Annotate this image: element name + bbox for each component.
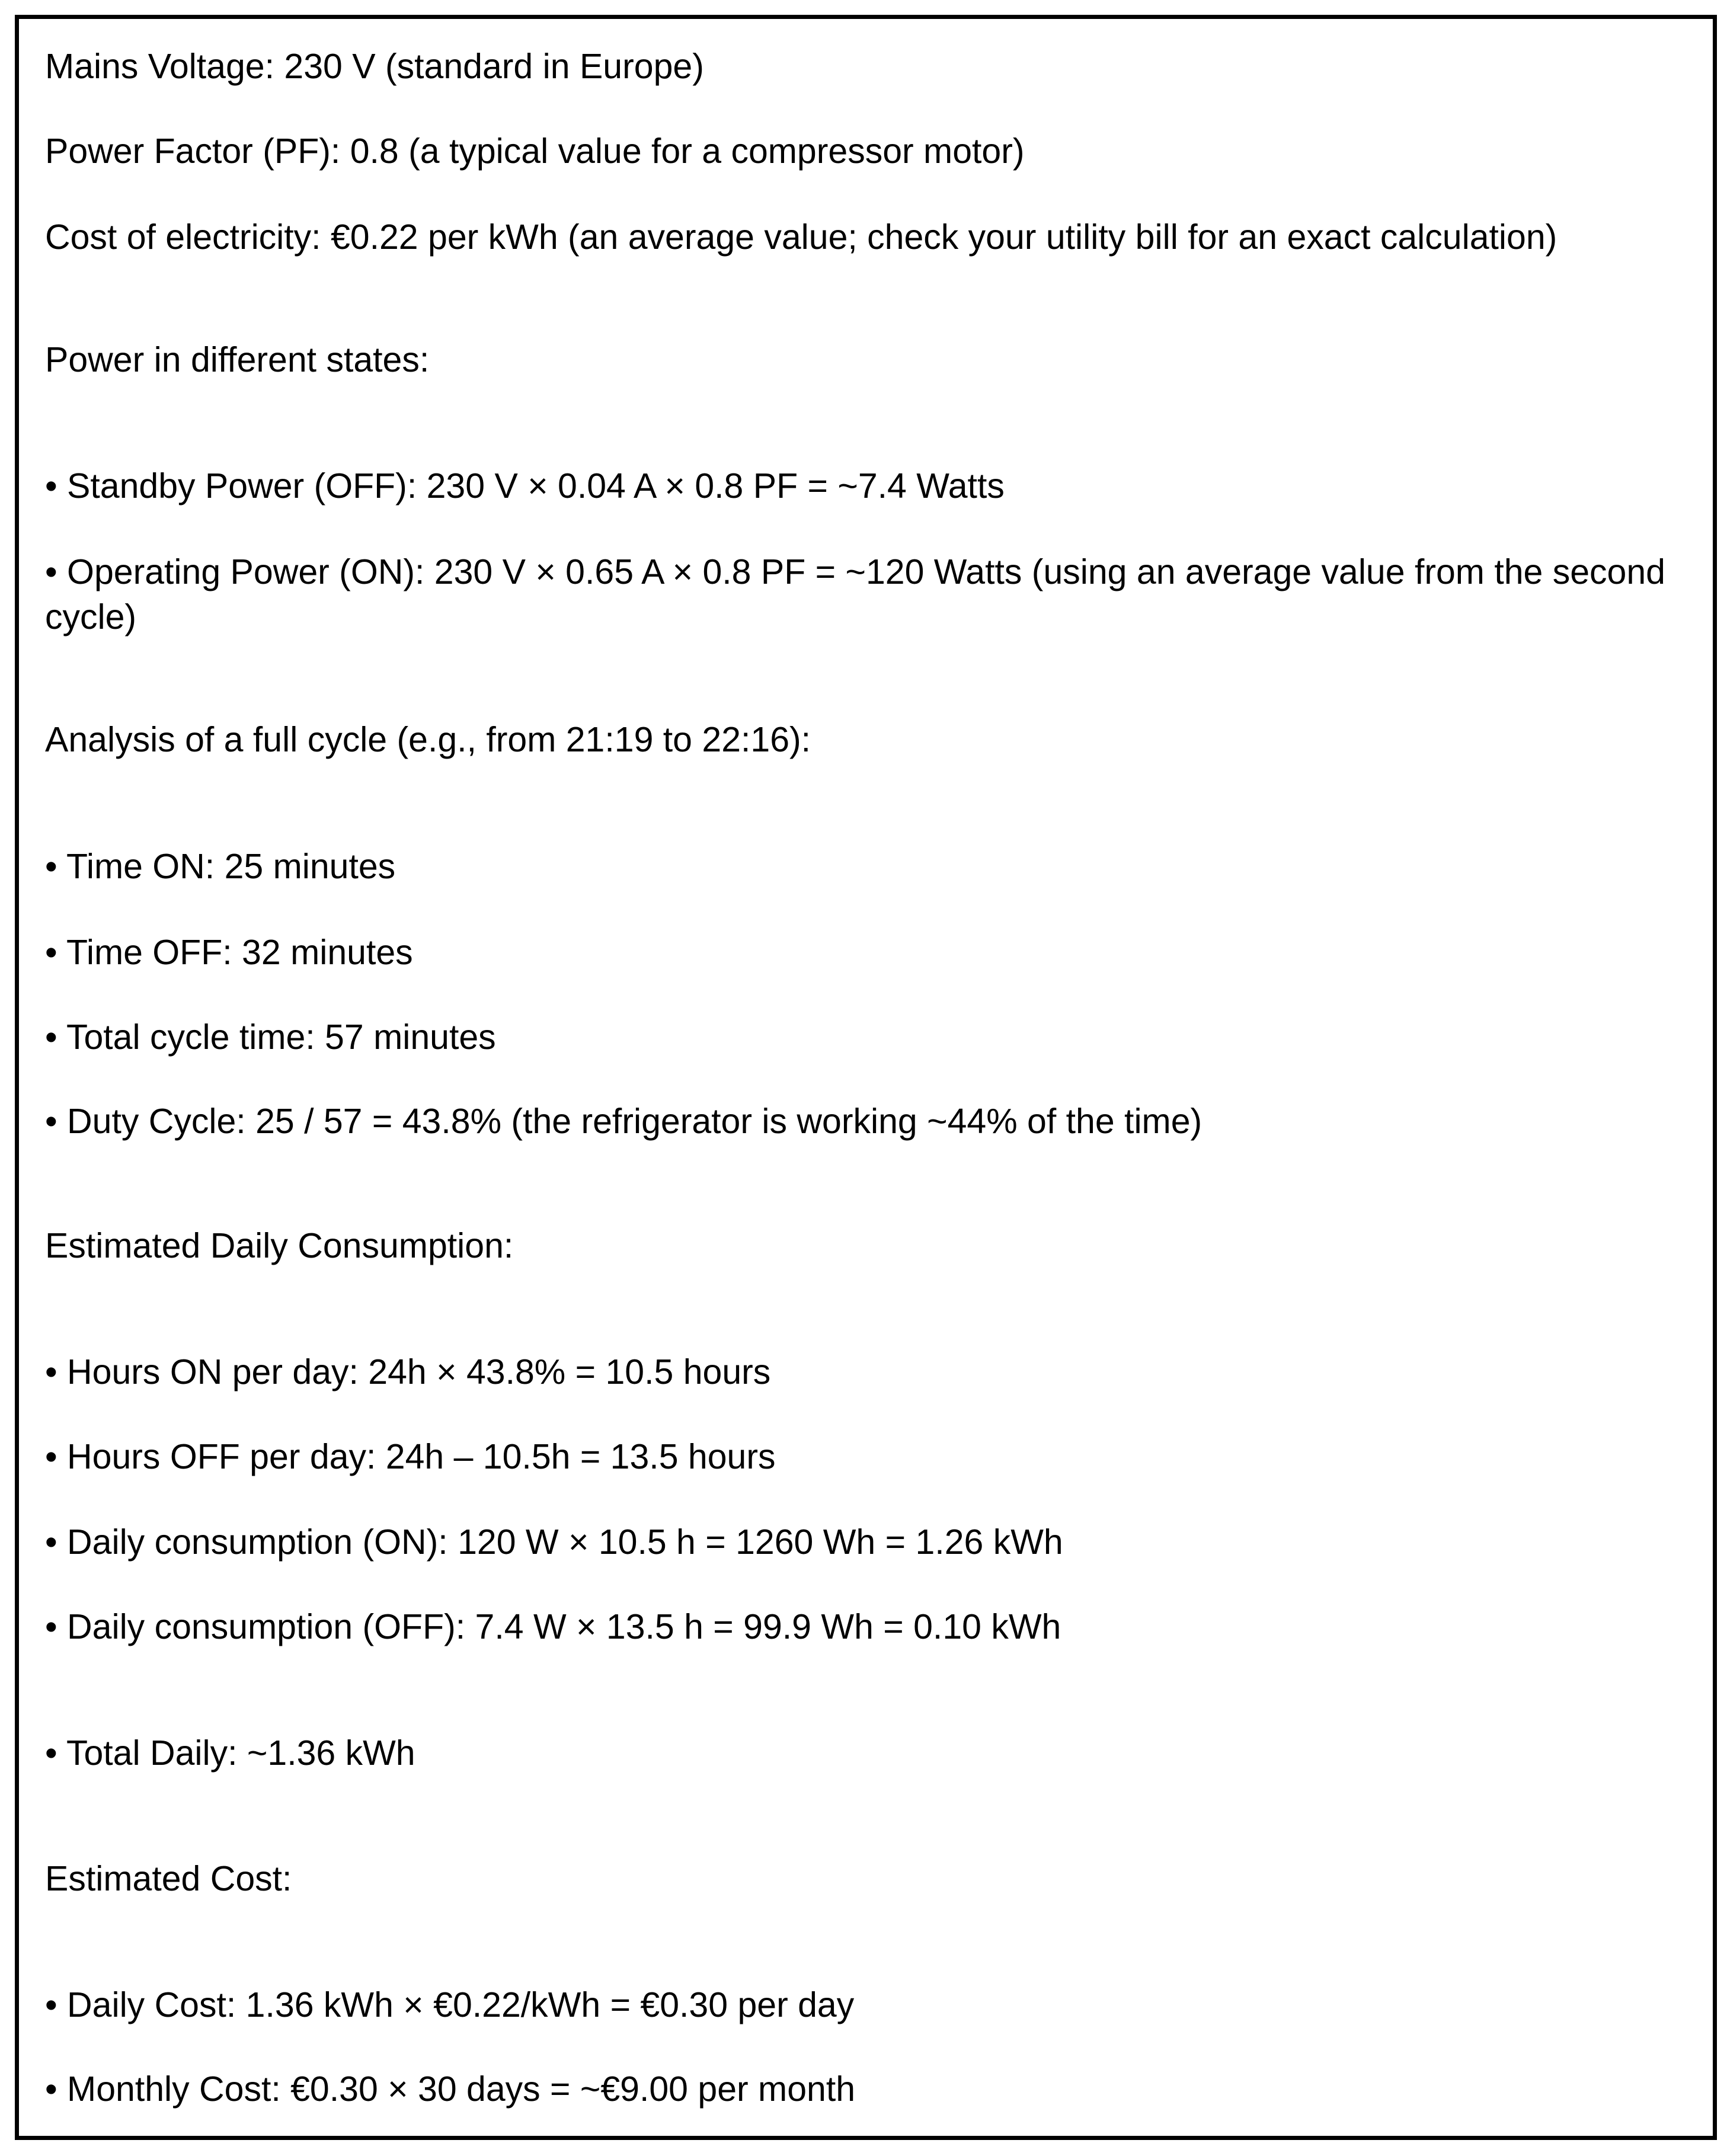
operating-power-line: • Operating Power (ON): 230 V × 0.65 A × 0.8 PF = ~120 Watts (using an average value from the second cycle) xyxy=(45,552,1665,636)
time-off-line: • Time OFF: 32 minutes xyxy=(45,933,413,972)
duty-cycle-line: • Duty Cycle: 25 / 57 = 43.8% (the refrigerator is working ~44% of the time) xyxy=(45,1102,1202,1141)
daily-cost-line: • Daily Cost: 1.36 kWh × €0.22/kWh = €0.30 per day xyxy=(45,1985,855,2024)
monthly-cost-line: • Monthly Cost: €0.30 × 30 days = ~€9.00 per month xyxy=(45,2069,856,2109)
daily-consumption-on-line: • Daily consumption (ON): 120 W × 10.5 h = 1260 Wh = 1.26 kWh xyxy=(45,1522,1063,1562)
total-cycle-time-line: • Total cycle time: 57 minutes xyxy=(45,1018,496,1057)
electricity-cost-line: Cost of electricity: €0.22 per kWh (an average value; check your utility bill for an exact calculation) xyxy=(45,217,1558,257)
daily-consumption-heading: Estimated Daily Consumption: xyxy=(45,1226,514,1265)
estimated-cost-heading: Estimated Cost: xyxy=(45,1859,292,1898)
daily-consumption-off-line: • Daily consumption (OFF): 7.4 W × 13.5 h = 99.9 Wh = 0.10 kWh xyxy=(45,1607,1061,1646)
power-factor-line: Power Factor (PF): 0.8 (a typical value for a compressor motor) xyxy=(45,132,1025,171)
standby-power-line: • Standby Power (OFF): 230 V × 0.04 A × 0.8 PF = ~7.4 Watts xyxy=(45,466,1005,506)
time-on-line: • Time ON: 25 minutes xyxy=(45,847,396,886)
hours-off-line: • Hours OFF per day: 24h – 10.5h = 13.5 hours xyxy=(45,1437,776,1476)
document-frame xyxy=(15,15,1717,2140)
power-states-heading: Power in different states: xyxy=(45,340,430,379)
total-daily-line: • Total Daily: ~1.36 kWh xyxy=(45,1733,415,1773)
cycle-analysis-heading: Analysis of a full cycle (e.g., from 21:19 to 22:16): xyxy=(45,720,811,759)
hours-on-line: • Hours ON per day: 24h × 43.8% = 10.5 hours xyxy=(45,1352,771,1392)
mains-voltage-line: Mains Voltage: 230 V (standard in Europe) xyxy=(45,47,704,86)
